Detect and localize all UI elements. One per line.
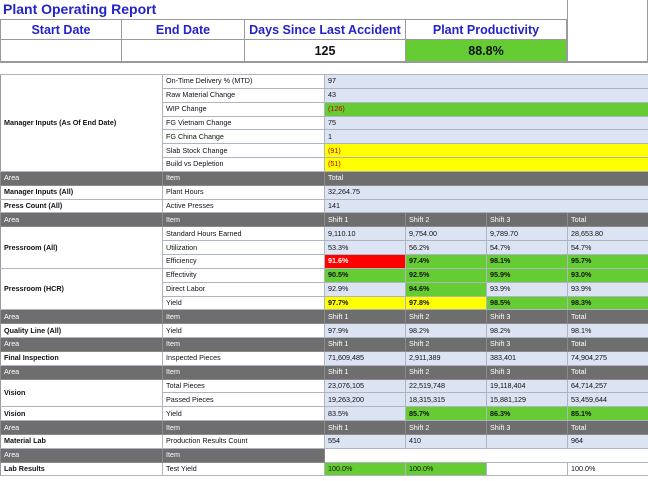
- area-label: Pressroom (HCR): [1, 268, 163, 310]
- value-cell[interactable]: 97: [325, 75, 648, 89]
- report-header: [0, 0, 648, 62]
- table-row: [1, 351, 648, 365]
- total-cell: 53,459,644: [568, 393, 648, 407]
- area-label: Quality Line (All): [1, 324, 163, 338]
- area-column-header: Area: [1, 365, 163, 379]
- shift1-cell: 92.9%: [325, 282, 406, 296]
- report-grid: [0, 74, 648, 476]
- value-cell[interactable]: (51): [325, 158, 648, 172]
- total-cell: 28,653.80: [568, 227, 648, 241]
- header-blank-cell: [567, 0, 648, 62]
- shift3-column-header: Shift 3: [487, 421, 568, 435]
- shift1-cell: 91.6%: [325, 254, 406, 268]
- total-column-header: Total: [568, 310, 648, 324]
- table-header-row: [1, 310, 648, 324]
- area-column-header: Area: [1, 338, 163, 352]
- shift3-cell: 98.5%: [487, 296, 568, 310]
- area-label: Final Inspection: [1, 351, 163, 365]
- days-since-accident-value: 125: [245, 40, 406, 62]
- value-cell[interactable]: (91): [325, 144, 648, 158]
- total-column-header: Total: [568, 213, 648, 227]
- start-date-value[interactable]: [0, 40, 122, 62]
- shift2-cell: 18,315,315: [406, 393, 487, 407]
- shift3-cell: 86.3%: [487, 407, 568, 421]
- shift3-cell: [487, 462, 568, 476]
- shift1-cell: 90.5%: [325, 268, 406, 282]
- table-row: [1, 185, 648, 199]
- shift2-cell: 97.4%: [406, 254, 487, 268]
- total-cell: 74,904,275: [568, 351, 648, 365]
- value-cell: 32,264.75: [325, 185, 648, 199]
- item-label: Yield: [163, 296, 325, 310]
- table-row: [1, 75, 648, 89]
- total-cell: 85.1%: [568, 407, 648, 421]
- shift3-cell: 54.7%: [487, 241, 568, 255]
- table-header-row: [1, 365, 648, 379]
- shift2-column-header: Shift 2: [406, 213, 487, 227]
- item-label: FG Vietnam Change: [163, 116, 325, 130]
- shift1-cell: 97.7%: [325, 296, 406, 310]
- value-cell[interactable]: (126): [325, 102, 648, 116]
- shift1-cell: 71,609,485: [325, 351, 406, 365]
- item-column-header: Item: [163, 171, 325, 185]
- area-label: Pressroom (All): [1, 227, 163, 269]
- area-label: Manager Inputs (As Of End Date): [1, 75, 163, 172]
- item-label: Efficiency: [163, 254, 325, 268]
- total-cell: 98.3%: [568, 296, 648, 310]
- item-label: Build vs Depletion: [163, 158, 325, 172]
- shift1-cell: 83.5%: [325, 407, 406, 421]
- shift1-cell: 53.3%: [325, 241, 406, 255]
- report-table: [0, 74, 648, 476]
- area-column-header: Area: [1, 421, 163, 435]
- item-label: Raw Material Change: [163, 88, 325, 102]
- area-label: Manager Inputs (All): [1, 185, 163, 199]
- item-column-header: Item: [163, 421, 325, 435]
- value-cell: 141: [325, 199, 648, 213]
- days-since-accident-header: Days Since Last Accident: [245, 19, 406, 40]
- total-column-header: Total: [568, 365, 648, 379]
- table-row: [1, 379, 648, 393]
- shift3-cell: 19,118,404: [487, 379, 568, 393]
- item-label: Passed Pieces: [163, 393, 325, 407]
- report-title: Plant Operating Report: [3, 1, 157, 17]
- shift3-column-header: Shift 3: [487, 338, 568, 352]
- start-date-header: Start Date: [0, 19, 122, 40]
- total-column-header: Total: [568, 421, 648, 435]
- total-column-header: Total: [325, 171, 648, 185]
- area-label: Press Count (All): [1, 199, 163, 213]
- shift1-cell: 19,263,200: [325, 393, 406, 407]
- value-cell[interactable]: 1: [325, 130, 648, 144]
- shift2-column-header: Shift 2: [406, 338, 487, 352]
- shift3-cell: 383,401: [487, 351, 568, 365]
- item-label: Standard Hours Earned: [163, 227, 325, 241]
- blank-header-cell: [325, 448, 648, 462]
- shift2-cell: 22,519,748: [406, 379, 487, 393]
- item-label: Active Presses: [163, 199, 325, 213]
- total-cell: 964: [568, 434, 648, 448]
- shift2-cell: 100.0%: [406, 462, 487, 476]
- area-label: Vision: [1, 379, 163, 407]
- shift2-column-header: Shift 2: [406, 365, 487, 379]
- value-cell[interactable]: 43: [325, 88, 648, 102]
- item-label: Test Yield: [163, 462, 325, 476]
- area-label: Lab Results: [1, 462, 163, 476]
- shift3-column-header: Shift 3: [487, 310, 568, 324]
- shift2-cell: 92.5%: [406, 268, 487, 282]
- item-label: FG China Change: [163, 130, 325, 144]
- plant-productivity-value: 88.8%: [406, 40, 567, 62]
- area-label: Vision: [1, 407, 163, 421]
- shift3-cell: 95.9%: [487, 268, 568, 282]
- item-column-header: Item: [163, 448, 325, 462]
- shift3-cell: 93.9%: [487, 282, 568, 296]
- table-row: [1, 268, 648, 282]
- table-row: [1, 462, 648, 476]
- table-header-row: [1, 421, 648, 435]
- total-cell: 93.9%: [568, 282, 648, 296]
- shift2-cell: 85.7%: [406, 407, 487, 421]
- item-label: On-Time Delivery % (MTD): [163, 75, 325, 89]
- shift3-cell: 15,881,129: [487, 393, 568, 407]
- shift3-cell: 98.2%: [487, 324, 568, 338]
- shift2-cell: 2,911,389: [406, 351, 487, 365]
- shift2-column-header: Shift 2: [406, 310, 487, 324]
- shift1-cell: 554: [325, 434, 406, 448]
- end-date-value[interactable]: [122, 40, 245, 62]
- shift1-column-header: Shift 1: [325, 310, 406, 324]
- plant-productivity-header: Plant Productivity: [406, 19, 567, 40]
- shift2-cell: 97.8%: [406, 296, 487, 310]
- table-header-row: [1, 338, 648, 352]
- item-label: Effectivity: [163, 268, 325, 282]
- table-header-row: [1, 213, 648, 227]
- item-column-header: Item: [163, 213, 325, 227]
- table-row: [1, 407, 648, 421]
- shift2-cell: 9,754.00: [406, 227, 487, 241]
- shift3-column-header: Shift 3: [487, 365, 568, 379]
- table-row: [1, 434, 648, 448]
- table-row: [1, 199, 648, 213]
- total-cell: 95.7%: [568, 254, 648, 268]
- item-label: Production Results Count: [163, 434, 325, 448]
- total-column-header: Total: [568, 338, 648, 352]
- item-label: WIP Change: [163, 102, 325, 116]
- table-header-row: [1, 171, 648, 185]
- shift3-column-header: Shift 3: [487, 213, 568, 227]
- item-label: Total Pieces: [163, 379, 325, 393]
- item-label: Direct Labor: [163, 282, 325, 296]
- table-header-row: [1, 448, 648, 462]
- shift2-column-header: Shift 2: [406, 421, 487, 435]
- shift1-column-header: Shift 1: [325, 421, 406, 435]
- table-row: [1, 324, 648, 338]
- shift2-cell: 410: [406, 434, 487, 448]
- item-label: Yield: [163, 324, 325, 338]
- value-cell[interactable]: 75: [325, 116, 648, 130]
- area-label: Material Lab: [1, 434, 163, 448]
- total-cell: 64,714,257: [568, 379, 648, 393]
- item-label: Slab Stock Change: [163, 144, 325, 158]
- item-label: Inspected Pieces: [163, 351, 325, 365]
- shift1-cell: 23,076,105: [325, 379, 406, 393]
- item-label: Utilization: [163, 241, 325, 255]
- item-column-header: Item: [163, 338, 325, 352]
- area-column-header: Area: [1, 310, 163, 324]
- shift3-cell: 98.1%: [487, 254, 568, 268]
- shift2-cell: 94.6%: [406, 282, 487, 296]
- item-column-header: Item: [163, 310, 325, 324]
- total-cell: 93.0%: [568, 268, 648, 282]
- shift1-cell: 100.0%: [325, 462, 406, 476]
- shift1-cell: 9,110.10: [325, 227, 406, 241]
- table-row: [1, 227, 648, 241]
- shift1-cell: 97.9%: [325, 324, 406, 338]
- end-date-header: End Date: [122, 19, 245, 40]
- area-column-header: Area: [1, 171, 163, 185]
- item-label: Yield: [163, 407, 325, 421]
- area-column-header: Area: [1, 448, 163, 462]
- shift2-cell: 56.2%: [406, 241, 487, 255]
- spacer-row: [0, 62, 648, 74]
- shift2-cell: 98.2%: [406, 324, 487, 338]
- total-cell: 98.1%: [568, 324, 648, 338]
- item-column-header: Item: [163, 365, 325, 379]
- shift3-cell: [487, 434, 568, 448]
- total-cell: 100.0%: [568, 462, 648, 476]
- shift3-cell: 9,789.70: [487, 227, 568, 241]
- shift1-column-header: Shift 1: [325, 365, 406, 379]
- area-column-header: Area: [1, 213, 163, 227]
- shift1-column-header: Shift 1: [325, 213, 406, 227]
- item-label: Plant Hours: [163, 185, 325, 199]
- shift1-column-header: Shift 1: [325, 338, 406, 352]
- total-cell: 54.7%: [568, 241, 648, 255]
